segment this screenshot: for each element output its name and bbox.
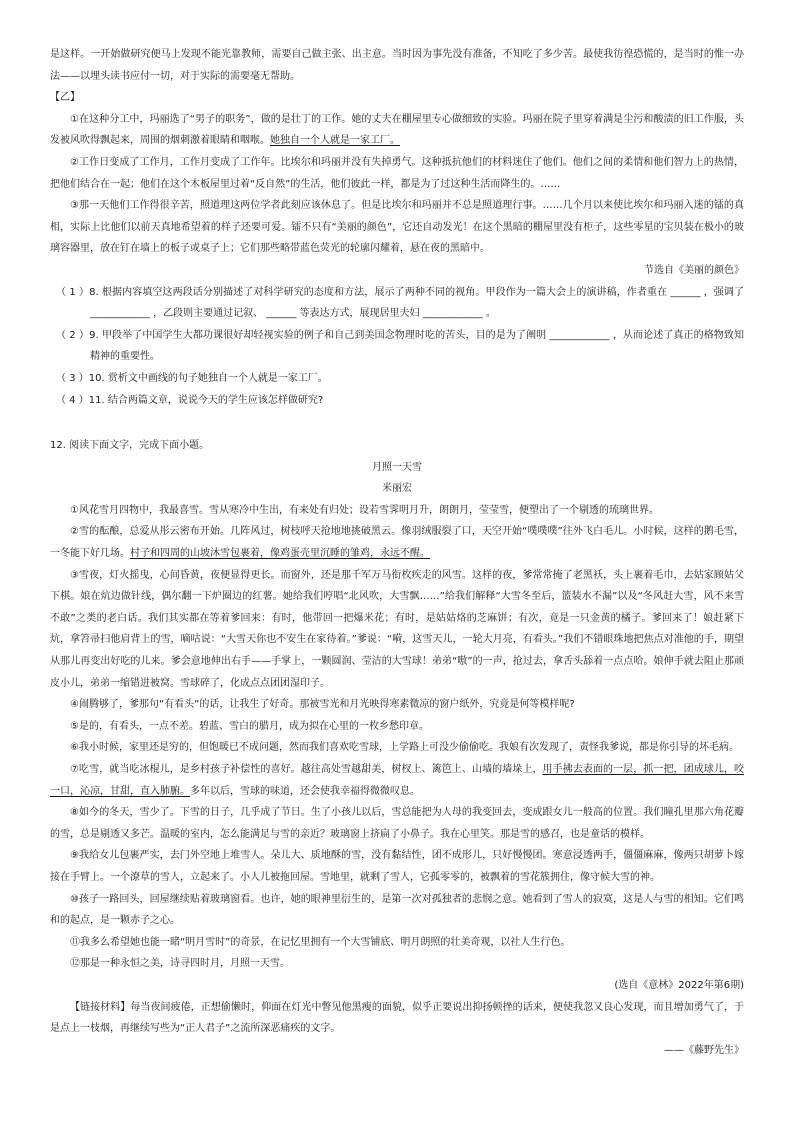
part-b-paragraph-1-text: ①在这种分工中，玛丽选了“男子的职务”，做的是壮丁的工作。她的丈夫在棚屋里专心做细致的实验。玛丽在院子里穿着满是尘污和酸渍的旧工作服，头发被风吹得飘起来，周围的烟刺激着眼睛和咽喉。 (50, 113, 744, 147)
question-4 (50, 390, 744, 412)
article-paragraph-11: ⑪我多么希望她也能一睹“明月雪时”的奇景，在记忆里拥有一个大雪铺底、明月朗照的壮美奇观，以社人生行色。 (70, 936, 571, 948)
article-paragraph-4: ④闹腾够了，爹那句“有看头”的话，让我生了好奇。那被雪光和月光映得寒素微凉的窗户纸外，究竟是何等模样呢? (70, 699, 575, 711)
question-text: 11. 结合两篇文章，说说今天的学生应该怎样做研究? (88, 394, 324, 406)
article-paragraph-8: ⑧如今的冬天，雪少了。下雪的日子，几乎成了节日。生了小孩儿以后，雪总能把为人母的我变回去，变成跟女儿一般高的位置。我们瞳孔里那六角花瓣的雪，总是剔透又多芒。温暖的室内，怎么能满足与雪的亲近？玻璃窗上挤扁了小鼻子。我在心里笑。那是雪的感召，也是童话的模样。 (50, 807, 744, 840)
article-paragraph-10: ⑩孩子一路回头，回屋继续贴着玻璃窗看。也许，她的眼神里衍生的，是第一次对孤独者的悲悯之意。她看到了雪人的寂寞，这是人与雪的相知。它们鸣和的起点，是一颗赤子之心。 (50, 893, 744, 927)
link-material-source: ——《藤野先生》 (664, 1044, 744, 1056)
article-author: 米丽宏 (382, 483, 412, 495)
part-b-label: 【乙】 (50, 92, 80, 104)
question-1 (50, 282, 744, 325)
article-paragraph-9: ⑨我给女儿包裹严实，去门外空地上堆雪人。朵儿大、质地酥的雪，没有黏结性，团不成形儿，只好慢慢团。寒意浸透两手，僵僵麻麻，像两只胡萝卜嫁接在手臂上。一个潦草的雪人，立起来了。小人儿被拖回屋。雪地里，就剩了雪人，它孤零零的，被飘着的雪花簇拥住，像守候大雪的神。 (50, 850, 744, 883)
part-b-source: 节选自《美丽的颜色》 (644, 264, 744, 276)
article-paragraph-5: ⑤是的，有看头，一点不差。碧蓝、雪白的腊月，成为拟在心里的一枚乡愁印章。 (70, 720, 429, 732)
question-12-prompt: 12. 阅读下面文字，完成下面小题。 (50, 440, 210, 452)
underlined-sentence: 村子和四周的山坡沐雪包裹着，像鸡蛋壳里沉睡的雏鸡，永远不醒。 (130, 548, 430, 560)
article-paragraph-7-tail: 多年以后，雪球的味道，还会使我幸福得微微叹息。 (190, 785, 420, 797)
link-material: 【链接材料】每当夜间疲倦，正想偷懒时，仰面在灯光中瞥见他黑瘦的面貌，似乎正要说出抑扬顿挫的话来，便使我忽又良心发现，而且增加勇气了，于是点上一枝烟，再继续写些为“正人君子”之流所深恶痛疾的文字。 (50, 1001, 744, 1035)
question-number: （ 2 ） (56, 329, 90, 341)
question-2 (50, 325, 744, 368)
question-text: 8. 根据内容填空这两段话分别描述了对科学研究的态度和方法，展示了两种不同的视角。甲段作为一篇大会上的演讲稿，作者重在 ______ ，强调了 ____________ ，乙段则主要通过记叙、 ______ 等表达方式，展现居里夫妇 ____________ 。 (89, 286, 744, 320)
article-paragraph-7-text: ⑦吃雪，就当吃冰棍儿，是乡村孩子补偿性的喜好。越往高处雪越甜美，树杈上、篱笆上、山墙的墙垛上， (70, 764, 543, 775)
article-paragraph-12: ⑫那是一种永恒之美，诗寻四时月，月照一天雪。 (70, 958, 290, 970)
underlined-sentence: 她独自一个人就是一家工厂。 (270, 135, 400, 147)
underlined-sentence: 用手拂去表面的一层，抓一把，团成球儿，咬一口，沁凉，甘甜，直入肺腑。 (50, 764, 744, 797)
part-b-paragraph-2: ②工作日变成了工作月，工作月变成了工作年。比埃尔和玛丽并没有失掉勇气。这种抵抗他们的材料迷住了他们。他们之间的柔情和他们智力上的热情，把他们结合在一起；他们在这个木板屋里过着“反自然”的生活，他们彼此一样，都是为了过这种生活而降生的。…… (50, 156, 744, 190)
question-number: （ 1 ） (56, 286, 90, 298)
question-number: （ 4 ） (56, 394, 89, 406)
article-paragraph-2-text: ②雪的酝酿，总爱从彤云密布开始。几阵风过，树枝呼天抢地地挑破黑云。像羽绒服裂了口，天空开始“噗噗噗”往外飞白毛儿。小时候，这样的鹅毛雪，一冬能下好几场。 (50, 526, 744, 560)
question-text: 10. 赏析文中画线的句子她独自一个人就是一家工厂。 (88, 372, 328, 384)
article-paragraph-7 (50, 759, 744, 802)
document-content (50, 44, 744, 1061)
article-paragraph-6: ⑥我小时候，家里还是穷的，但饱暖已不成问题，然而我们喜欢吃雪球，上学路上可没少偷偷吃。我娘有次发现了，责怪我爹说，都是你引导的坏毛病。 (70, 742, 739, 754)
question-3 (50, 368, 744, 390)
article-source: (选自《意林》2022年第6期) (614, 979, 744, 991)
article-paragraph-2 (50, 521, 744, 564)
article-title: 月照一天雪 (372, 461, 422, 473)
section-gap (50, 411, 744, 435)
article-paragraph-3: ③雪夜，灯火摇曳，心间昏黄，夜便显得更长。而窗外，还是那千军万马衔枚疾走的风雪。这样的夜，爹常常掩了老黑袄，头上裹着毛巾，去姑家顾姑父下棋。娘在炕边做针线，偶尔翻一下炉圈边的红薯。她给我们哼唱“北风吹，大雪飘……”给我们解释“大雪冬至后，篮装水不漏”以及“冬风赶大雪，风不来雪不敢”之类的老白话。我们其实都在等着爹回来：有时，他带回一把爆米花；有时，是姑姑烙的芝麻饼；有次，竟是一只金黄的橘子。爹回来了！娘赶紧下炕，拿笤帚扫他肩背上的雪，嘀咕说：“大雪天你也不安生在家待着。”爹说：“嗬，这雪天儿，一轮大月亮，有看头。”我们不错眼珠地把焦点对准他的手，期望从那儿再变出好吃的儿来。爹会意地伸出右手——手掌上，一颗圆润、莹洁的大雪球！弟弟“嗷”的一声，抢过去，拿舌头舔着一点点哈。娘伸手就去阻止那顽皮小儿，弟弟一缩错进被窝。雪球碎了，化成点点团团湿印子。 (50, 569, 744, 689)
question-text: 9. 甲段举了中国学生大都功课很好却轻视实验的例子和自己到美国念物理时吃的苦头，目的是为了阐明 ____________ ，从而论述了真正的格物致知精神的重要性。 (89, 329, 744, 363)
article-paragraph-1: ①风花雪月四物中，我最喜雪。雪从寒冷中生出，有来处有归处；设若雪霁明月升，朗朗月，莹莹雪，便塑出了一个剔透的琉璃世界。 (70, 504, 659, 516)
part-b-paragraph-3: ③那一天他们工作得很辛苦，照道理这两位学者此刻应该休息了。但是比埃尔和玛丽并不总是照道理行事。……几个月以来使比埃尔和玛丽入迷的镭的真相，实际上比他们以前天真地希望着的样子还要可爱。镭不只有“美丽的颜色”，它还自动发光！在这个黑暗的棚屋里没有柜子，这些零星的宝贝装在极小的玻璃容器里，放在钉在墙上的板子或桌子上；它们那些略带蓝色荧光的轮廓闪耀着，悬在夜的黑暗中。 (50, 200, 744, 255)
part-b-paragraph-1 (50, 109, 744, 152)
intro-paragraph: 是这样。一开始做研究便马上发现不能光靠教师，需要自己做主张、出主意。当时因为事先没有准备，不知吃了多少苦。最使我彷徨恐慌的，是当时的惟一办法——以埋头读书应付一切，对于实际的需要毫无帮助。 (50, 49, 744, 82)
question-number: （ 3 ） (56, 372, 89, 384)
